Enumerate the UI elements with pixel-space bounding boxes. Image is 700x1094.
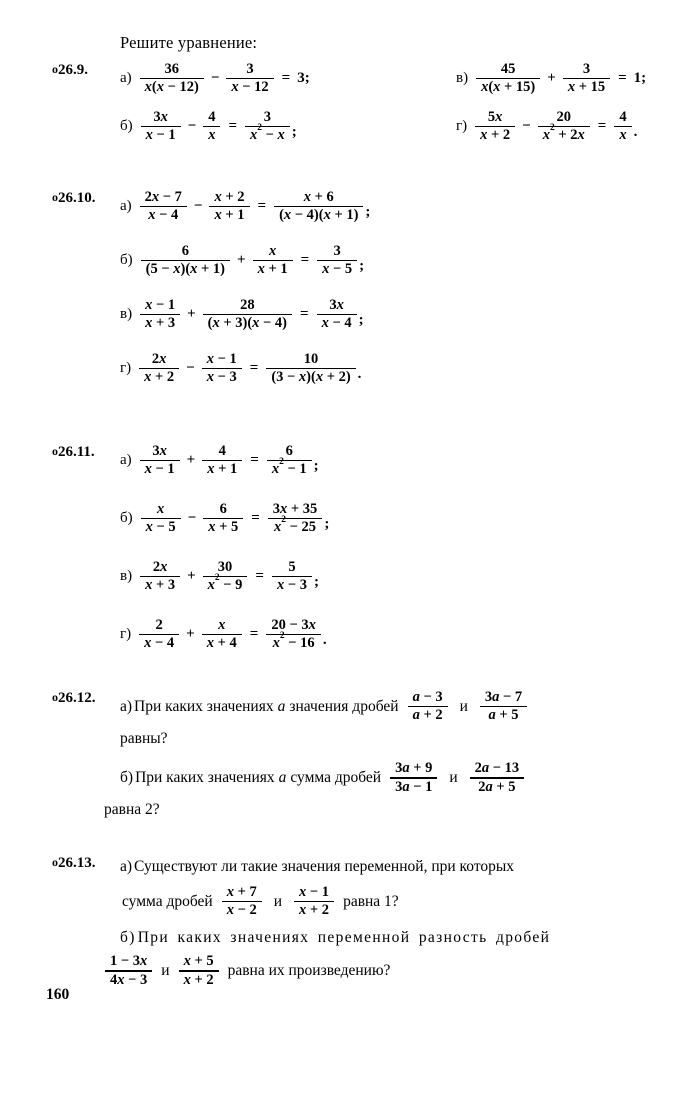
right-hand-side: 1; — [633, 70, 647, 87]
problem-26-10-g — [120, 352, 700, 385]
numerator: 3 — [333, 243, 341, 259]
operator-equals: = — [251, 510, 260, 527]
item-label-v: в) — [456, 70, 469, 87]
denominator: x + 3 — [145, 577, 176, 594]
denominator: (x − 4)(x + 1) — [279, 207, 359, 224]
denominator: x − 2 — [226, 902, 257, 919]
circle-marker-icon: o — [52, 190, 58, 204]
punctuation: ; — [358, 312, 364, 329]
exercise-26-12 — [52, 690, 700, 822]
punctuation: . — [633, 124, 638, 141]
denominator: x(x − 12) — [144, 79, 199, 96]
item-label-b: б) — [120, 510, 133, 527]
item-label-b: б) — [120, 768, 134, 786]
denominator: (5 − x)(x + 1) — [145, 261, 225, 278]
math-expression — [479, 690, 528, 723]
problem-text: равна 1? — [343, 892, 399, 910]
numerator: 5x — [487, 109, 503, 125]
problem-26-12-a — [120, 690, 700, 723]
denominator: x + 1 — [214, 207, 245, 224]
item-label-b: б) — [120, 118, 133, 135]
problem-26-9-b — [120, 110, 297, 143]
item-label-b: б) — [120, 929, 136, 947]
numerator: x + 7 — [226, 884, 257, 901]
denominator: $x^2 - 16$ — [272, 630, 315, 652]
operator-equals: = — [597, 118, 607, 135]
math-expression — [407, 690, 449, 723]
math-expression — [139, 298, 364, 331]
denominator: 4x − 3 — [110, 971, 148, 988]
math-expression — [469, 761, 526, 794]
punctuation: ; — [313, 458, 319, 475]
punctuation: ; — [359, 258, 365, 275]
numerator: 3a + 9 — [395, 760, 433, 777]
problem-26-12-b — [120, 761, 700, 794]
numerator: 20 — [556, 109, 571, 125]
denominator: x + 2 — [480, 127, 511, 144]
numerator: 3x + 35 — [272, 501, 318, 517]
item-label-a: а) — [120, 198, 132, 215]
problem-text: При каких значениях — [135, 768, 275, 786]
math-expression — [140, 110, 297, 143]
denominator: $x^2 - 9$ — [207, 572, 243, 594]
numerator: 2x — [152, 559, 168, 575]
problem-text: равна их произведению? — [227, 961, 391, 979]
fraction — [408, 690, 448, 723]
math-expression — [139, 444, 319, 477]
punctuation: ; — [291, 124, 297, 141]
denominator: x − 1 — [144, 461, 175, 478]
numerator: x − 1 — [206, 351, 237, 367]
denominator: 2a + 5 — [478, 778, 516, 795]
denominator: a + 5 — [488, 707, 519, 724]
denominator: x − 3 — [206, 369, 237, 386]
numerator: 3x — [152, 443, 167, 459]
denominator: x + 2 — [183, 971, 214, 988]
fraction — [202, 352, 242, 385]
operator-minus: − — [186, 360, 195, 377]
numerator: x — [218, 617, 226, 633]
math-expression — [474, 110, 637, 143]
operator-equals: = — [249, 360, 259, 377]
exercise-26-10 — [52, 190, 700, 390]
numerator: 20 − 3x — [271, 617, 316, 633]
math-expression — [138, 352, 361, 385]
fraction — [140, 560, 180, 593]
fraction — [267, 444, 312, 477]
conjunction: и — [273, 892, 283, 910]
problem-26-13-a — [120, 855, 700, 879]
denominator: $x^2 - 1$ — [271, 456, 307, 478]
denominator: x + 15 — [567, 79, 606, 96]
exercise-number-26-12: o26.12. — [52, 690, 96, 706]
numerator: 3a − 7 — [484, 689, 523, 705]
operator-plus: + — [186, 626, 195, 643]
math-expression — [221, 885, 263, 918]
operator-plus: + — [186, 452, 196, 469]
problem-26-11-v — [120, 560, 700, 593]
problem-text: равна 2? — [104, 801, 160, 819]
denominator: x + 2 — [299, 902, 330, 919]
fraction — [140, 298, 180, 331]
fraction — [614, 110, 631, 143]
numerator: 1 − 3x — [110, 953, 148, 970]
fraction — [538, 110, 590, 143]
fraction — [563, 62, 610, 95]
problem-26-10-v — [120, 298, 700, 331]
denominator: x − 4 — [321, 315, 352, 332]
numerator: 3x — [329, 297, 344, 313]
problem-text: значения дробей — [289, 697, 399, 715]
denominator: $x^2 + 2x$ — [542, 122, 585, 144]
conjunction: и — [161, 961, 170, 979]
problem-text: равны? — [120, 730, 168, 748]
math-expression — [139, 190, 371, 223]
conjunction: и — [449, 768, 458, 786]
problem-26-10-a — [120, 190, 700, 223]
exercise-26-11 — [52, 444, 700, 656]
fraction — [139, 618, 179, 651]
circle-marker-icon: o — [52, 62, 58, 76]
problem-26-9-v — [456, 62, 646, 95]
problem-26-11-b — [120, 502, 700, 535]
fraction — [476, 62, 540, 95]
right-hand-side: 3; — [297, 70, 310, 87]
problem-26-13-b-cont — [104, 954, 700, 987]
punctuation: ; — [314, 574, 319, 591]
math-expression — [139, 560, 319, 593]
numerator: 4 — [218, 443, 226, 459]
fraction — [203, 502, 243, 535]
denominator: x − 4 — [148, 207, 179, 224]
fraction — [179, 954, 219, 987]
fraction — [274, 190, 363, 223]
numerator: x − 1 — [145, 297, 176, 313]
numerator: x − 1 — [299, 884, 330, 901]
numerator: 5 — [288, 559, 296, 575]
exercise-row — [120, 560, 700, 598]
numerator: 4 — [619, 109, 627, 125]
denominator: $x^2 - 25$ — [274, 514, 317, 536]
fraction — [470, 761, 525, 794]
item-label-g: г) — [120, 626, 132, 643]
operator-plus: + — [547, 70, 556, 87]
problem-text: сумма дробей — [122, 892, 213, 910]
operator-equals: = — [249, 626, 259, 643]
exercise-number-26-9: o26.9. — [52, 62, 88, 78]
conjunction: и — [459, 697, 468, 715]
denominator: (x + 3)(x − 4) — [207, 315, 288, 332]
problem-text: При каких значениях — [134, 697, 274, 715]
operator-minus: − — [193, 198, 203, 215]
exercise-row — [120, 352, 700, 390]
numerator: 6 — [219, 501, 227, 517]
numerator: 3 — [263, 109, 272, 125]
denominator: x(x + 15) — [481, 79, 536, 96]
fraction — [203, 110, 220, 143]
operator-equals: = — [300, 306, 309, 323]
denominator: x − 5 — [145, 519, 176, 536]
fraction — [141, 502, 181, 535]
numerator: 10 — [303, 351, 319, 367]
punctuation: . — [357, 366, 362, 383]
fraction — [294, 885, 334, 918]
fraction — [202, 618, 242, 651]
punctuation: ; — [324, 516, 330, 533]
fraction — [203, 560, 248, 593]
denominator: x + 3 — [145, 315, 176, 332]
numerator: x + 5 — [183, 953, 214, 970]
denominator: x − 12 — [231, 79, 269, 96]
denominator: x − 3 — [276, 577, 307, 594]
exercise-row — [120, 444, 700, 482]
fraction — [226, 62, 273, 95]
numerator: x + 6 — [303, 189, 334, 205]
denominator: x + 1 — [257, 261, 288, 278]
operator-equals: = — [618, 70, 627, 87]
fraction — [272, 560, 312, 593]
fraction — [222, 885, 262, 918]
item-label-v: в) — [120, 568, 133, 585]
fraction — [317, 244, 357, 277]
exercise-row — [120, 244, 700, 282]
problem-26-11-a — [120, 444, 700, 477]
operator-equals: = — [255, 568, 264, 585]
math-expression — [178, 954, 220, 987]
operator-minus: − — [187, 510, 197, 527]
problem-26-12-a-cont — [120, 727, 700, 751]
fraction — [202, 444, 242, 477]
numerator: 2a − 13 — [474, 760, 520, 777]
denominator: 3a − 1 — [395, 778, 433, 795]
problem-26-13-b — [120, 926, 700, 950]
fraction — [268, 502, 323, 535]
fraction — [140, 444, 180, 477]
fraction — [203, 298, 292, 331]
numerator: 6 — [181, 243, 189, 259]
page-instruction: Решите уравнение: — [120, 33, 258, 52]
item-label-g: г) — [456, 118, 468, 135]
denominator: a + 2 — [412, 707, 443, 724]
operator-plus: + — [187, 568, 196, 585]
item-label-g: г) — [120, 360, 132, 377]
math-expression — [138, 618, 326, 651]
math-expression — [389, 761, 438, 794]
problem-text: Существуют ли такие значения переменной, при которых — [134, 858, 515, 875]
operator-equals: = — [281, 70, 291, 87]
exercise-26-9 — [52, 62, 700, 148]
item-label-a: а) — [120, 858, 133, 875]
problem-text: При каких значениях переменной разность дробей — [137, 929, 551, 947]
exercise-row — [120, 110, 700, 148]
item-label-a: а) — [120, 452, 132, 469]
denominator: x + 4 — [206, 635, 237, 652]
operator-minus: − — [522, 118, 531, 135]
denominator: x − 4 — [144, 635, 175, 652]
punctuation: . — [322, 632, 327, 649]
problem-26-11-g — [120, 618, 700, 651]
fraction — [209, 190, 249, 223]
fraction — [139, 352, 179, 385]
fraction — [140, 62, 204, 95]
punctuation: ; — [365, 204, 371, 221]
denominator: x − 5 — [322, 261, 353, 278]
numerator: x + 2 — [214, 189, 245, 205]
operator-plus: + — [237, 252, 246, 269]
fraction — [253, 244, 293, 277]
exercise-row — [120, 618, 700, 656]
fraction — [141, 110, 181, 143]
variable-a: a — [278, 768, 287, 786]
denominator: x + 5 — [208, 519, 239, 536]
exercise-number-26-11: o26.11. — [52, 444, 95, 460]
operator-minus: − — [187, 118, 197, 135]
denominator: (3 − x)(x + 2) — [271, 369, 351, 386]
fraction — [317, 298, 357, 331]
exercise-row — [120, 190, 700, 228]
numerator: x — [157, 501, 165, 517]
numerator: 2 — [155, 617, 163, 633]
denominator: x − 1 — [145, 127, 176, 144]
exercise-row — [120, 62, 700, 100]
numerator: 4 — [208, 109, 216, 125]
exercise-row — [120, 502, 700, 540]
item-label-v: в) — [120, 306, 133, 323]
fraction — [475, 110, 515, 143]
denominator: $x^2 - x$ — [250, 122, 285, 144]
math-expression — [293, 885, 335, 918]
fraction — [141, 244, 230, 277]
problem-26-9-g — [456, 110, 637, 143]
numerator: 6 — [285, 443, 293, 459]
math-expression — [140, 244, 365, 277]
numerator: 3x — [153, 109, 168, 125]
denominator: x — [619, 127, 627, 144]
numerator: 28 — [240, 297, 255, 313]
problem-26-12-b-cont — [104, 798, 700, 822]
math-expression — [104, 954, 153, 987]
operator-equals: = — [300, 252, 310, 269]
operator-equals: = — [250, 452, 259, 469]
variable-a: a — [277, 697, 286, 715]
numerator: x — [268, 243, 277, 259]
exercise-row — [120, 298, 700, 336]
numerator: 3 — [246, 61, 254, 77]
item-label-b: б) — [120, 252, 133, 269]
circle-marker-icon: o — [52, 690, 58, 704]
math-expression — [475, 62, 646, 95]
operator-plus: + — [187, 306, 196, 323]
denominator: x — [208, 127, 216, 144]
operator-equals: = — [228, 118, 238, 135]
denominator: x + 1 — [207, 461, 238, 478]
fraction — [245, 110, 290, 143]
exercise-number-26-13: o26.13. — [52, 855, 96, 871]
fraction — [140, 190, 187, 223]
operator-minus: − — [210, 70, 220, 87]
operator-equals: = — [257, 198, 267, 215]
problem-text: сумма дробей — [290, 768, 382, 786]
math-expression — [139, 62, 310, 95]
numerator: 45 — [500, 61, 516, 77]
numerator: 2x − 7 — [144, 189, 182, 205]
exercise-26-13 — [52, 855, 700, 987]
denominator: x + 2 — [144, 369, 175, 386]
numerator: 30 — [217, 559, 233, 575]
fraction — [480, 690, 527, 723]
fraction — [105, 954, 152, 987]
problem-26-13-a-cont — [120, 885, 700, 918]
fraction — [390, 761, 437, 794]
exercise-number-26-10: o26.10. — [52, 190, 96, 206]
numerator: 2x — [151, 351, 167, 367]
circle-marker-icon: o — [52, 444, 58, 458]
item-label-a: а) — [120, 70, 132, 87]
page-number: 160 — [46, 986, 70, 1003]
item-label-a: а) — [120, 697, 133, 715]
fraction — [266, 618, 321, 651]
problem-26-10-b — [120, 244, 700, 277]
fraction — [266, 352, 355, 385]
math-expression — [140, 502, 330, 535]
problem-26-9-a — [120, 62, 310, 95]
numerator: 3 — [582, 61, 591, 77]
numerator: 36 — [164, 61, 179, 77]
numerator: a − 3 — [412, 689, 443, 705]
circle-marker-icon: o — [52, 855, 58, 869]
